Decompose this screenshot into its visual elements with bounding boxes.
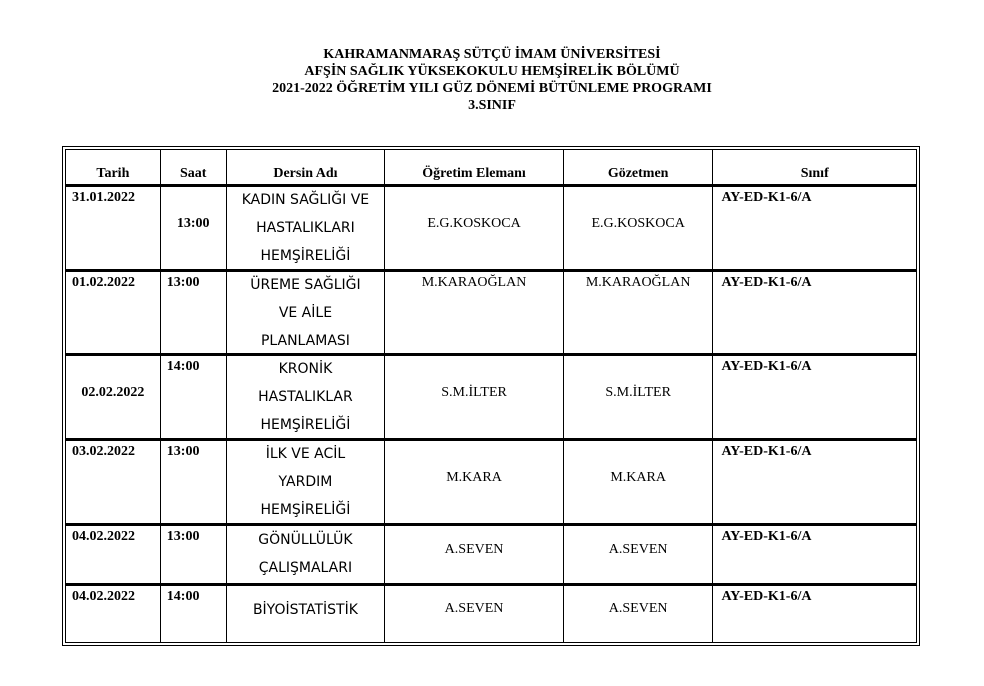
table-row (65, 270, 917, 354)
proctor-cell: A.SEVEN (608, 601, 668, 616)
time-cell: 13:00 (166, 275, 200, 290)
column-header-room: Sınıf (713, 149, 917, 185)
table-row (65, 185, 917, 270)
column-header-course: Dersin Adı (227, 149, 386, 185)
column-header-instructor: Öğretim Elemanı (385, 149, 564, 185)
time-cell: 13:00 (166, 444, 200, 459)
document-header (0, 46, 984, 114)
proctor-cell: M.KARA (610, 470, 666, 485)
column-header-time: Saat (161, 149, 227, 185)
column-header-proctor: Gözetmen (564, 149, 714, 185)
course-cell: GÖNÜLLÜLÜK ÇALIŞMALARI (258, 532, 353, 576)
department-title: AFŞİN SAĞLIK YÜKSEKOKULU HEMŞİRELİK BÖLÜMÜ (304, 64, 680, 79)
instructor-cell: M.KARAOĞLAN (421, 275, 527, 290)
table-row (65, 584, 917, 643)
course-cell: İLK VE ACİL YARDIM HEMŞİRELİĞİ (260, 446, 351, 518)
course-cell: BİYOİSTATİSTİK (252, 602, 358, 618)
room-cell: AY-ED-K1-6/A (721, 444, 812, 459)
proctor-cell: E.G.KOSKOCA (591, 216, 685, 231)
table-header-row (65, 149, 917, 185)
room-cell: AY-ED-K1-6/A (721, 190, 812, 205)
table-row (65, 524, 917, 584)
proctor-cell: S.M.İLTER (605, 385, 671, 400)
proctor-cell: M.KARAOĞLAN (585, 275, 691, 290)
date-cell: 04.02.2022 (72, 589, 135, 604)
instructor-cell: A.SEVEN (444, 601, 504, 616)
date-cell: 03.02.2022 (72, 444, 135, 459)
room-cell: AY-ED-K1-6/A (721, 589, 812, 604)
program-title: 2021-2022 ÖĞRETİM YILI GÜZ DÖNEMİ BÜTÜNLEME PROGRAMI (272, 81, 712, 96)
proctor-cell: A.SEVEN (608, 542, 668, 557)
date-cell: 04.02.2022 (72, 529, 135, 544)
instructor-cell: S.M.İLTER (441, 385, 507, 400)
table-row (65, 354, 917, 439)
instructor-cell: E.G.KOSKOCA (427, 216, 521, 231)
time-cell: 13:00 (176, 216, 210, 231)
course-cell: KRONİK HASTALIKLAR HEMŞİRELİĞİ (258, 361, 353, 433)
room-cell: AY-ED-K1-6/A (721, 275, 812, 290)
date-cell: 02.02.2022 (81, 385, 145, 400)
time-cell: 13:00 (166, 529, 200, 544)
instructor-cell: M.KARA (446, 470, 502, 485)
university-title: KAHRAMANMARAŞ SÜTÇÜ İMAM ÜNİVERSİTESİ (323, 47, 661, 62)
date-cell: 01.02.2022 (72, 275, 135, 290)
time-cell: 14:00 (166, 359, 200, 374)
course-cell: ÜREME SAĞLIĞI VE AİLE PLANLAMASI (250, 277, 361, 349)
column-header-date: Tarih (65, 149, 161, 185)
table-row (65, 439, 917, 524)
time-cell: 14:00 (166, 589, 200, 604)
instructor-cell: A.SEVEN (444, 542, 504, 557)
room-cell: AY-ED-K1-6/A (721, 359, 812, 374)
class-title: 3.SINIF (468, 98, 516, 113)
date-cell: 31.01.2022 (72, 190, 135, 205)
exam-schedule-table (62, 146, 920, 646)
course-cell: KADIN SAĞLIĞI VE HASTALIKLARI HEMŞİRELİĞİ (241, 192, 370, 264)
room-cell: AY-ED-K1-6/A (721, 529, 812, 544)
